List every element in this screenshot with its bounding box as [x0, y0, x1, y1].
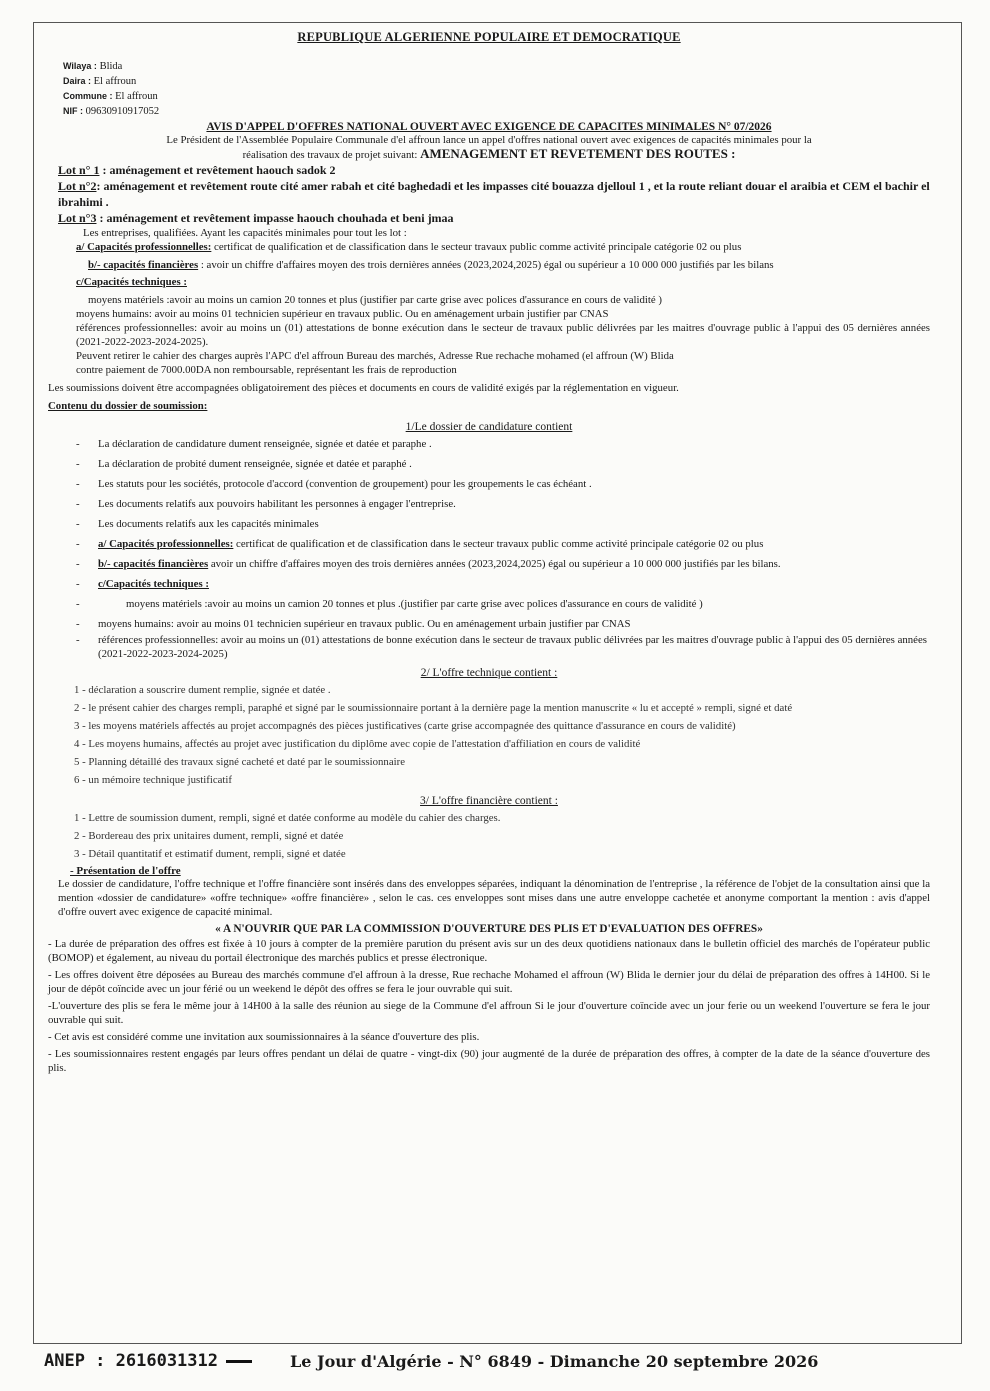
cand-fin-label: b/- capacités financières — [98, 558, 209, 570]
nif-label: NIF : — [63, 106, 83, 116]
list-item: - La déclaration de candidature dument renseignée, signée et datée et paraphe . — [76, 437, 930, 451]
list-item: 1 - déclaration a souscrire dument remplie, signée et datée . — [74, 684, 331, 696]
wilaya-value: Blida — [99, 61, 123, 72]
dossier-heading: Contenu du dossier de soumission: — [48, 400, 208, 412]
capacities-financial-label: b/- capacités financières — [88, 259, 199, 271]
cand-fin-text: avoir un chiffre d'affaires moyen des trois dernières années (2023,2024,2025) égal ou supérieur a 10 000 000 justifiés par les bilans. — [208, 558, 781, 570]
journal-reference: Le Jour d'Algérie - N° 6849 - Dimanche 20 septembre 2026 — [290, 1351, 819, 1371]
daira-line — [63, 74, 930, 89]
paiement-info: contre paiement de 7000.00DA non remboursable, représentant les frais de reproduction — [76, 364, 457, 376]
commune-value: El affroun — [115, 91, 158, 102]
list-item: - références professionnelles: avoir au moins un (01) attestations de bonne exécution dans le secteur de travaux public délivrées par les maitres d'ouvrage public à l'appui des 05 dernières années (2021-2022-2023-2024-2025) — [76, 633, 930, 661]
technique-title — [48, 667, 930, 679]
list-item: - moyens humains: avoir au moins 01 technicien supérieur en travaux public. Ou en aménagement urbain justifier par CNAS — [76, 617, 930, 631]
financiere-title-text: 3/ L'offre financière contient : — [420, 795, 558, 807]
list-item: 5 - Planning détaillé des travaux signé cacheté et daté par le soumissionnaire — [74, 756, 405, 768]
republic-title: REPUBLIQUE ALGERIENNE POPULAIRE ET DEMOCRATIQUE — [297, 30, 681, 44]
lot-1-text: : aménagement et revêtement haouch sadok 2 — [99, 163, 336, 177]
lot-1 — [58, 162, 930, 178]
cand-prof-text: certificat de qualification et de classification dans le secteur travaux public comme activité principale catégorie 02 ou plus — [233, 538, 764, 550]
list-item: 4 - Les moyens humains, affectés au projet avec justification du diplôme avec copie de l'attestation d'affiliation en cours de validité — [74, 738, 641, 750]
wilaya-label: Wilaya : — [63, 61, 97, 71]
cand-prof-label: a/ Capacités professionnelles: — [98, 538, 234, 550]
footer-rule — [226, 1360, 252, 1363]
avis-title: AVIS D'APPEL D'OFFRES NATIONAL OUVERT AVEC EXIGENCE DE CAPACITES MINIMALES N° 07/2026 — [206, 121, 772, 133]
newspaper-footer — [44, 1346, 944, 1376]
lot-2-text: : aménagement et revêtement route cité amer rabah et cité baghedadi et les impasses cité bouazza djelloul 1 , et la route reliant douar el araibia et CEM el bachir el ibrahimi . — [58, 179, 930, 209]
final-note-1: - La durée de préparation des offres est fixée à 10 jours à compter de la première parution du présent avis sur un des deux quotidiens nationaux dans le bulletin officiel des marchés de l'opérateur public (BOMOP) et également, au niveau du portail électronique des marchés publics et presse électronique. — [48, 938, 930, 964]
nif-line — [63, 104, 930, 119]
list-item: 3 - les moyens matériels affectés au projet accompagnés des pièces justificatives (carte grise accompagnée des quittance d'assurance en cours de validité) — [74, 720, 736, 732]
final-note-5: - Les soumissionnaires restent engagés par leurs offres pendant un délai de quatre - vingt-dix (90) jour augmenté de la durée de préparation des offres, à compter de la date de la séance d'ouverture des plis. — [48, 1048, 930, 1074]
list-item — [76, 557, 930, 571]
identification-block — [63, 59, 930, 119]
capacities-materiel: moyens matériels :avoir au moins un camion 20 tonnes et plus (justifier par carte grise avec polices d'assurance en cours de validité ) — [88, 294, 662, 306]
commune-label: Commune : — [63, 91, 113, 101]
final-note-4: - Cet avis est considéré comme une invitation aux soumissionnaires à la séance d'ouverture des plis. — [48, 1031, 480, 1043]
wilaya-line — [63, 59, 930, 74]
project-name: AMENAGEMENT ET REVETEMENT DES ROUTES : — [420, 146, 736, 161]
final-note-3: -L'ouverture des plis se fera le même jour à 14H00 à la salle des réunion au siege de la Commune d'el affroun Si le jour d'ouverture coïncide avec un jour ferie ou un weekend l'ouverture se fera le jour ouvrable qui suit. — [48, 1000, 930, 1026]
presentation-text: Le dossier de candidature, l'offre technique et l'offre financière sont insérés dans des enveloppes séparées, indiquant la dénomination de l'entreprise , la référence de l'objet de la consultation ainsi que la mention «dossier de candidature» «offre technique» «offre financière» , selon le cas. ces enveloppes sont mises dans une autre enveloppe cachetée et anonyme comportant la mention : avis d'appel d'offre ouvert avec exigence de capacité minimal. — [58, 878, 930, 918]
financiere-list — [48, 811, 930, 861]
list-item: - Les statuts pour les sociétés, protocole d'accord (convention de groupement) pour les groupements le cas échéant . — [76, 477, 930, 491]
list-item — [76, 537, 930, 551]
lot-3 — [58, 210, 930, 226]
accompagne-info: Les soumissions doivent être accompagnées obligatoirement des pièces et documents en cours de validité exigés par la réglementation en vigueur. — [48, 382, 679, 394]
financiere-title — [48, 795, 930, 807]
list-item — [76, 577, 930, 591]
list-item: 1 - Lettre de soumission dument, rempli, signé et datée conforme au modèle du cahier des charges. — [74, 812, 501, 824]
capacities-financial — [48, 258, 930, 272]
list-item: 2 - le présent cahier des charges rempli, paraphé et signé par le soumissionnaire portant à la dernière page la mention manuscrite « lu et accepté » rempli, signé et daté — [74, 702, 793, 714]
list-item: - Les documents relatifs aux les capacités minimales — [76, 517, 930, 531]
capacities-references: références professionnelles: avoir au moins un (01) attestations de bonne exécution dans le secteur de travaux public délivrées par les maitres d'ouvrage public à l'appui des 05 dernières années (2021-2022-2023-2024-2025). — [76, 322, 930, 348]
capacities-technical-label — [48, 275, 930, 289]
lot-2-label: Lot n°2 — [58, 179, 97, 193]
capacities-humains: moyens humains: avoir au moins 01 technicien supérieur en travaux public. Ou en aménagement urbain justifier par CNAS — [76, 308, 609, 320]
candidature-title — [48, 421, 930, 433]
capacities-technical-label-text: c/Capacités techniques : — [76, 276, 187, 288]
lot-3-label: Lot n°3 — [58, 211, 97, 225]
lot-1-label: Lot n° 1 — [58, 163, 100, 177]
capacities-intro: Les entreprises, qualifiées. Ayant les capacités minimales pour tout les lot : — [83, 227, 407, 239]
list-item: 2 - Bordereau des prix unitaires dument, rempli, signé et datée — [74, 830, 344, 842]
list-item: - La déclaration de probité dument renseignée, signée et datée et paraphé . — [76, 457, 930, 471]
anep-reference: ANEP : 2616031312 — [44, 1351, 218, 1371]
list-item: 6 - un mémoire technique justificatif — [74, 774, 233, 786]
final-note-2: - Les offres doivent être déposées au Bureau des marchés commune d'el affroun à la dresse, Rue rechache Mohamed el affroun (W) Blida le dernier jour du délai de préparation des offres à 14H00. Si le jour de dépôt coïncide avec un jour férié ou un weekend le dépôt des offres se fera le jour ouvrable qui suit. — [48, 969, 930, 995]
daira-value: El affroun — [93, 76, 137, 87]
opening-warning: « A N'OUVRIR QUE PAR LA COMMISSION D'OUVERTURE DES PLIS ET D'EVALUATION DES OFFRES» — [215, 923, 763, 935]
candidature-list — [48, 437, 930, 661]
avis-intro-line-1: Le Président de l'Assemblée Populaire Communale d'el affroun lance un appel d'offres national ouvert avec exigences de capacités minimales pour la — [166, 134, 812, 146]
avis-intro — [48, 133, 930, 162]
technique-list — [48, 683, 930, 787]
commune-line — [63, 89, 930, 104]
list-item: 3 - Détail quantitatif et estimatif dument, rempli, signé et datée — [74, 848, 346, 860]
retrait-cahier: Peuvent retirer le cahier des charges auprès l'APC d'el affroun Bureau des marchés, Adresse Rue rechache mohamed (el affroun (W) Blida — [76, 350, 674, 362]
presentation-heading: - Présentation de l'offre — [70, 865, 181, 877]
lot-2 — [58, 178, 930, 210]
candidature-title-text: 1/Le dossier de candidature contient — [405, 421, 573, 433]
capacities-professional-label: a/ Capacités professionnelles: — [76, 241, 212, 253]
avis-intro-line-2: réalisation des travaux de projet suivant: — [242, 149, 418, 161]
capacities-financial-text: : avoir un chiffre d'affaires moyen des trois dernières années (2023,2024,2025) égal ou supérieur a 10 000 000 justifiés par les bilans — [198, 259, 774, 271]
capacities-professional — [48, 240, 930, 254]
list-item: - Les documents relatifs aux pouvoirs habilitant les personnes à engager l'entreprise. — [76, 497, 930, 511]
announcement-page — [48, 30, 930, 1078]
technique-title-text: 2/ L'offre technique contient : — [420, 667, 558, 679]
list-item: - moyens matériels :avoir au moins un camion 20 tonnes et plus .(justifier par carte grise avec polices d'assurance en cours de validité ) — [76, 597, 930, 611]
capacities-professional-text: certificat de qualification et de classification dans le secteur travaux public comme activité principale catégorie 02 ou plus — [211, 241, 742, 253]
lot-3-text: : aménagement et revêtement impasse haouch chouhada et beni jmaa — [96, 211, 454, 225]
nif-value: 09630910917052 — [85, 106, 160, 117]
cand-tech-label: c/Capacités techniques : — [98, 578, 209, 590]
daira-label: Daira : — [63, 76, 92, 86]
